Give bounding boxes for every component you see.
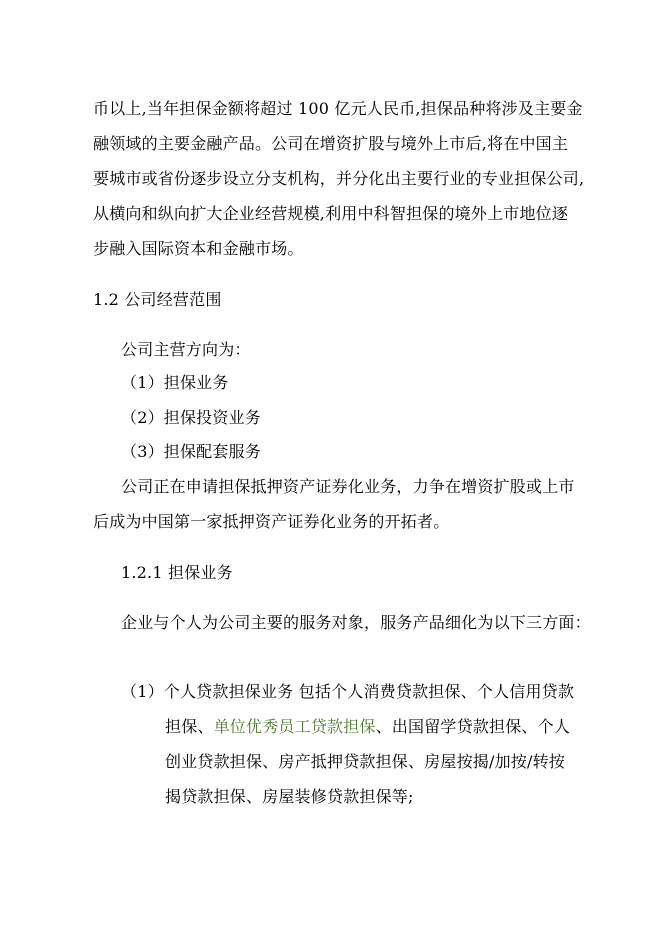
personal-loan-line-2-end: 、出国留学贷款担保、个人 — [375, 717, 571, 736]
paragraph-1-line-4: 从横向和纵向扩大企业经营规模,利用中科智担保的境外上市地位逐 — [93, 204, 569, 223]
paragraph-1-line-1: 币以上,当年担保金额将超过 100 亿元人民币,担保品种将涉及主要金 — [93, 99, 583, 118]
personal-loan-line-1: （1）个人贷款担保业务 包括个人消费贷款担保、个人信用贷款 — [121, 682, 575, 701]
business-list-item-3: （3）担保配套服务 — [121, 442, 261, 461]
section-heading-1-2-1: 1.2.1 担保业务 — [121, 563, 233, 582]
paragraph-2-line-2: 后成为中国第一家抵押资产证券化业务的开拓者。 — [93, 512, 450, 531]
section-1-2-1-intro: 企业与个人为公司主要的服务对象，服务产品细化为以下三方面： — [121, 613, 591, 632]
personal-loan-line-2 — [165, 717, 570, 737]
highlighted-term: 单位优秀员工贷款担保 — [213, 717, 376, 736]
paragraph-1-line-5: 步融入国际资本和金融市场。 — [93, 239, 304, 258]
business-list-item-2: （2）担保投资业务 — [121, 408, 261, 427]
paragraph-1-line-3: 要城市或省份逐步设立分支机构，并分化出主要行业的专业担保公司, — [93, 169, 585, 188]
paragraph-1-line-2: 融领域的主要金融产品。公司在增资扩股与境外上市后,将在中国主 — [93, 134, 569, 153]
business-list-item-1: （1）担保业务 — [121, 373, 229, 392]
section-1-2-intro: 公司主营方向为： — [121, 340, 251, 359]
paragraph-2-line-1: 公司正在申请担保抵押资产证券化业务，力争在增资扩股或上市 — [121, 477, 575, 496]
personal-loan-line-4: 揭贷款担保、房屋装修贷款担保等; — [165, 787, 414, 806]
personal-loan-line-3: 创业贷款担保、房产抵押贷款担保、房屋按揭/加按/转按 — [165, 752, 565, 771]
section-heading-1-2: 1.2 公司经营范围 — [93, 290, 222, 309]
personal-loan-line-2-start: 担保、 — [165, 717, 214, 736]
